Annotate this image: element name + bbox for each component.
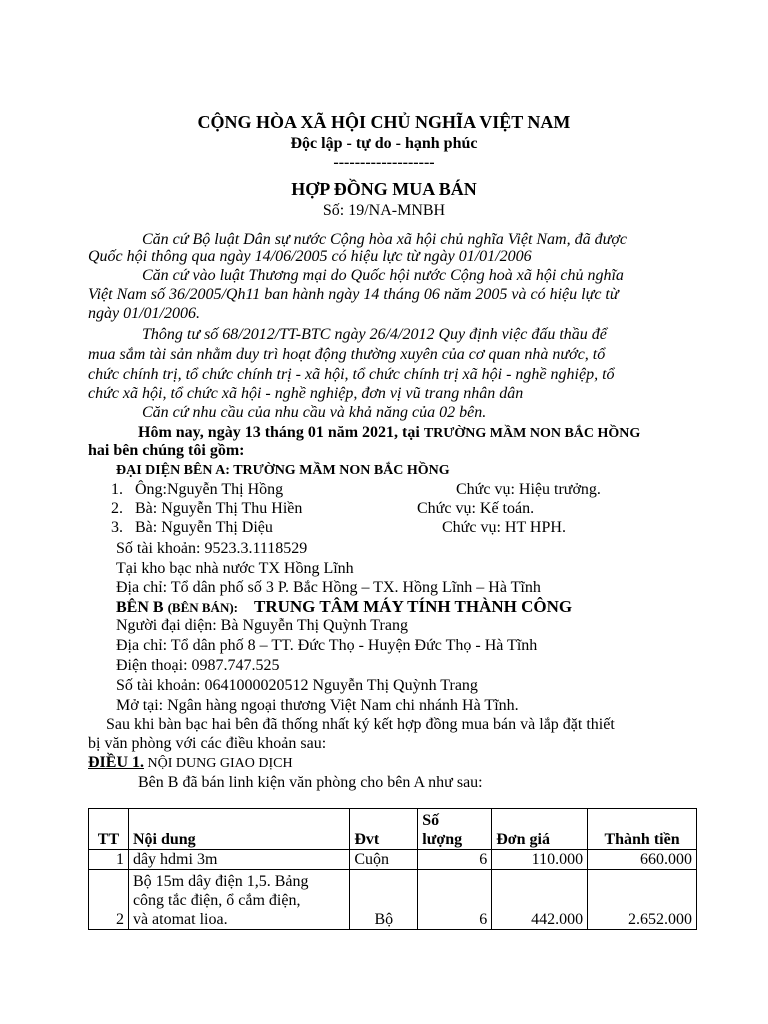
table-row: [89, 850, 697, 870]
preamble-line: Căn cứ Bộ luật Dân sự nước Cộng hòa xã hội chủ nghĩa Việt Nam, đã được: [142, 231, 627, 248]
header-content: Nội dung: [128, 809, 349, 850]
intro-line-2: hai bên chúng tôi gồm:: [88, 442, 245, 459]
preamble-line: ngày 01/01/2006.: [88, 305, 200, 322]
preamble-line: Việt Nam số 36/2005/Qh11 ban hành ngày 14 tháng 06 năm 2005 và có hiệu lực từ: [88, 286, 619, 303]
article-1-label: ĐIỀU 1.: [88, 754, 145, 771]
article-1-title: NỘI DUNG GIAO DỊCH: [144, 756, 293, 771]
party-b-account: Số tài khoản: 0641000020512 Nguyễn Thị Quỳnh Trang: [116, 677, 478, 694]
party-b-sub: (BÊN BÁN):: [167, 600, 238, 615]
row-content: [128, 870, 349, 930]
party-a-account: Số tài khoản: 9523.3.1118529: [116, 540, 308, 557]
member-num: 3.: [111, 519, 123, 536]
party-b-bank: Mở tại: Ngân hàng ngoại thương Việt Nam chi nhánh Hà Tĩnh.: [116, 697, 519, 714]
divider-dashes: -------------------: [333, 154, 435, 171]
row-qty: 6: [418, 870, 492, 930]
row-price: 442.000: [492, 870, 588, 930]
member-name: Ông:Nguyễn Thị Hồng: [135, 481, 284, 498]
party-a-address: Địa chỉ: Tổ dân phố số 3 P. Bắc Hồng – TX. Hồng Lĩnh – Hà Tĩnh: [116, 579, 541, 596]
member-name: Bà: Nguyễn Thị Diệu: [135, 519, 273, 536]
preamble-line: chức xã hội, tổ chức xã hội - nghề nghiệp, đơn vị vũ trang nhân dân: [88, 385, 524, 402]
preamble-line: Căn cứ vào luật Thương mại do Quốc hội nước Cộng hoà xã hội chủ nghĩa: [142, 267, 624, 284]
member-num: 1.: [111, 481, 123, 498]
member-role: Chức vụ: Kế toán.: [417, 500, 535, 517]
row-content-line: Bộ 15m dây điện 1,5. Bảng: [132, 873, 309, 890]
header-qty-l2: lượng: [422, 831, 463, 848]
contract-number: Số: 19/NA-MNBH: [322, 202, 446, 219]
row-content-line: công tắc điện, ổ cắm điện,: [132, 892, 301, 909]
row-tt: 1: [89, 850, 129, 870]
items-table: [88, 808, 697, 930]
row-total: 660.000: [588, 850, 697, 870]
row-qty: 6: [418, 850, 492, 870]
article-1-desc: Bên B đã bán linh kiện văn phòng cho bên A như sau:: [138, 774, 483, 791]
header-qty-l1: Số: [422, 812, 440, 829]
header-unit: Đvt: [350, 809, 418, 850]
agreement-line: Sau khi bàn bạc hai bên đã thống nhất ký kết hợp đồng mua bán và lắp đặt thiết: [106, 716, 615, 733]
preamble-line: Quốc hội thông qua ngày 14/06/2005 có hiệu lực từ ngày 01/01/2006: [88, 248, 532, 265]
row-unit: Cuộn: [350, 850, 418, 870]
party-a-heading: ĐẠI DIỆN BÊN A: TRƯỜNG MẦM NON BẮC HỒNG: [116, 463, 450, 478]
preamble-line: Căn cứ nhu cầu của nhu cầu và khả năng của 02 bên.: [142, 404, 487, 421]
table-row: [89, 870, 697, 930]
party-b-label: BÊN B: [116, 599, 164, 616]
agreement-line: bị văn phòng với các điều khoản sau:: [88, 735, 327, 752]
member-role: Chức vụ: Hiệu trưởng.: [456, 481, 601, 498]
row-total: 2.652.000: [588, 870, 697, 930]
party-b-phone: Điện thoại: 0987.747.525: [116, 657, 280, 674]
motto: Độc lập - tự do - hạnh phúc: [290, 135, 478, 152]
party-a-bank: Tại kho bạc nhà nước TX Hồng Lĩnh: [116, 560, 354, 577]
member-num: 2.: [111, 500, 123, 517]
intro-school: TRƯỜNG MẦM NON BẮC HỒNG: [423, 426, 641, 441]
contract-title: HỢP ĐỒNG MUA BÁN: [291, 179, 477, 199]
header-qty: [418, 809, 492, 850]
party-b-rep: Người đại diện: Bà Nguyễn Thị Quỳnh Trang: [116, 617, 408, 634]
row-content: dây hdmi 3m: [128, 850, 349, 870]
member-role: Chức vụ: HT HPH.: [442, 519, 566, 536]
preamble-line: mua sắm tài sản nhằm duy trì hoạt động thường xuyên của cơ quan nhà nước, tổ: [88, 346, 606, 363]
row-tt: 2: [89, 870, 129, 930]
header-tt: TT: [89, 809, 129, 850]
article-1-heading: [88, 753, 293, 773]
nation-heading: CỘNG HÒA XÃ HỘI CHỦ NGHĨA VIỆT NAM: [197, 112, 571, 132]
table-header-row: [89, 809, 697, 850]
intro-line: [138, 423, 640, 443]
row-content-line: và atomat lioa.: [132, 911, 228, 928]
row-unit: Bộ: [350, 870, 418, 930]
party-b-heading: [116, 597, 572, 617]
preamble-line: Thông tư số 68/2012/TT-BTC ngày 26/4/2012 Quy định việc đấu thầu để: [142, 326, 607, 343]
party-b-name: TRUNG TÂM MÁY TÍNH THÀNH CÔNG: [254, 597, 573, 616]
header-total: Thành tiền: [588, 809, 697, 850]
intro-date: Hôm nay, ngày 13 tháng 01 năm 2021, tại: [138, 424, 424, 441]
header-price: Đơn giá: [492, 809, 588, 850]
party-b-address: Địa chỉ: Tổ dân phố 8 – TT. Đức Thọ - Huyện Đức Thọ - Hà Tĩnh: [116, 637, 538, 654]
member-name: Bà: Nguyễn Thị Thu Hiền: [135, 500, 303, 517]
row-price: 110.000: [492, 850, 588, 870]
preamble-line: chức chính trị, tổ chức chính trị - xã hội, tổ chức chính trị xã hội - nghề nghiệp, tổ: [88, 366, 615, 383]
